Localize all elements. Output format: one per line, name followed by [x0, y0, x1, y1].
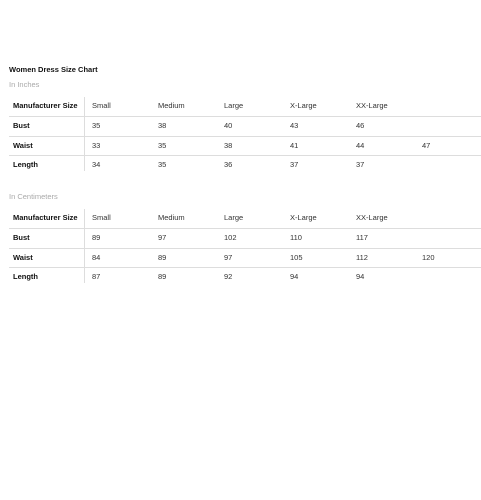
- table-row-waist: [9, 248, 481, 268]
- table-cell: 37: [356, 160, 365, 169]
- row-label: Bust: [13, 121, 30, 130]
- table-cell: 47: [422, 140, 431, 150]
- row-label: Bust: [13, 233, 30, 242]
- size-large-header: Large: [224, 101, 244, 110]
- row-label: Length: [13, 272, 38, 281]
- table-cell: 43: [290, 121, 299, 130]
- table-row-bust: [9, 228, 481, 248]
- table-cell: 89: [158, 252, 167, 262]
- table-cell: 112: [356, 252, 368, 262]
- table-cell: 44: [356, 140, 365, 150]
- unit-label-inches: In Inches: [9, 80, 40, 89]
- table-cell: 110: [290, 233, 302, 242]
- row-label: Waist: [13, 140, 33, 150]
- chart-title: Women Dress Size Chart: [9, 65, 98, 74]
- table-header-row: [9, 209, 481, 228]
- table-cell: 97: [224, 252, 233, 262]
- table-cell: 37: [290, 160, 299, 169]
- table-cell: 105: [290, 252, 303, 262]
- unit-label-centimeters: In Centimeters: [9, 192, 58, 201]
- table-cell: 41: [290, 140, 299, 150]
- table-cell: 120: [422, 252, 435, 262]
- table-cell: 102: [224, 233, 237, 242]
- size-xxlarge-header: XX-Large: [356, 213, 388, 222]
- table-cell: 36: [224, 160, 233, 169]
- table-cell: 35: [92, 121, 101, 130]
- inches-size-table: [9, 97, 481, 175]
- table-row-length: [9, 267, 481, 287]
- table-cell: 89: [158, 272, 167, 281]
- header-label: Manufacturer Size: [13, 101, 78, 110]
- table-cell: 34: [92, 160, 101, 169]
- table-cell: 94: [290, 272, 299, 281]
- centimeters-size-table: [9, 209, 481, 287]
- table-cell: 94: [356, 272, 365, 281]
- size-xlarge-header: X-Large: [290, 101, 317, 110]
- table-cell: 87: [92, 272, 101, 281]
- table-cell: 33: [92, 140, 101, 150]
- row-label: Length: [13, 160, 38, 169]
- table-cell: 40: [224, 121, 233, 130]
- table-cell: 35: [158, 160, 167, 169]
- size-xxlarge-header: XX-Large: [356, 101, 388, 110]
- size-medium-header: Medium: [158, 101, 185, 110]
- table-cell: 117: [356, 233, 368, 242]
- table-row-bust: [9, 116, 481, 136]
- header-label: Manufacturer Size: [13, 213, 78, 222]
- table-cell: 38: [158, 121, 167, 130]
- table-cell: 38: [224, 140, 233, 150]
- table-cell: 92: [224, 272, 233, 281]
- size-xlarge-header: X-Large: [290, 213, 317, 222]
- table-cell: 84: [92, 252, 101, 262]
- size-medium-header: Medium: [158, 213, 185, 222]
- table-cell: 97: [158, 233, 167, 242]
- table-cell: 35: [158, 140, 167, 150]
- size-small-header: Small: [92, 213, 111, 222]
- table-row-length: [9, 155, 481, 175]
- table-cell: 46: [356, 121, 365, 130]
- size-large-header: Large: [224, 213, 244, 222]
- table-row-waist: [9, 136, 481, 156]
- table-cell: 89: [92, 233, 101, 242]
- row-label: Waist: [13, 252, 33, 262]
- table-header-row: [9, 97, 481, 116]
- size-small-header: Small: [92, 101, 111, 110]
